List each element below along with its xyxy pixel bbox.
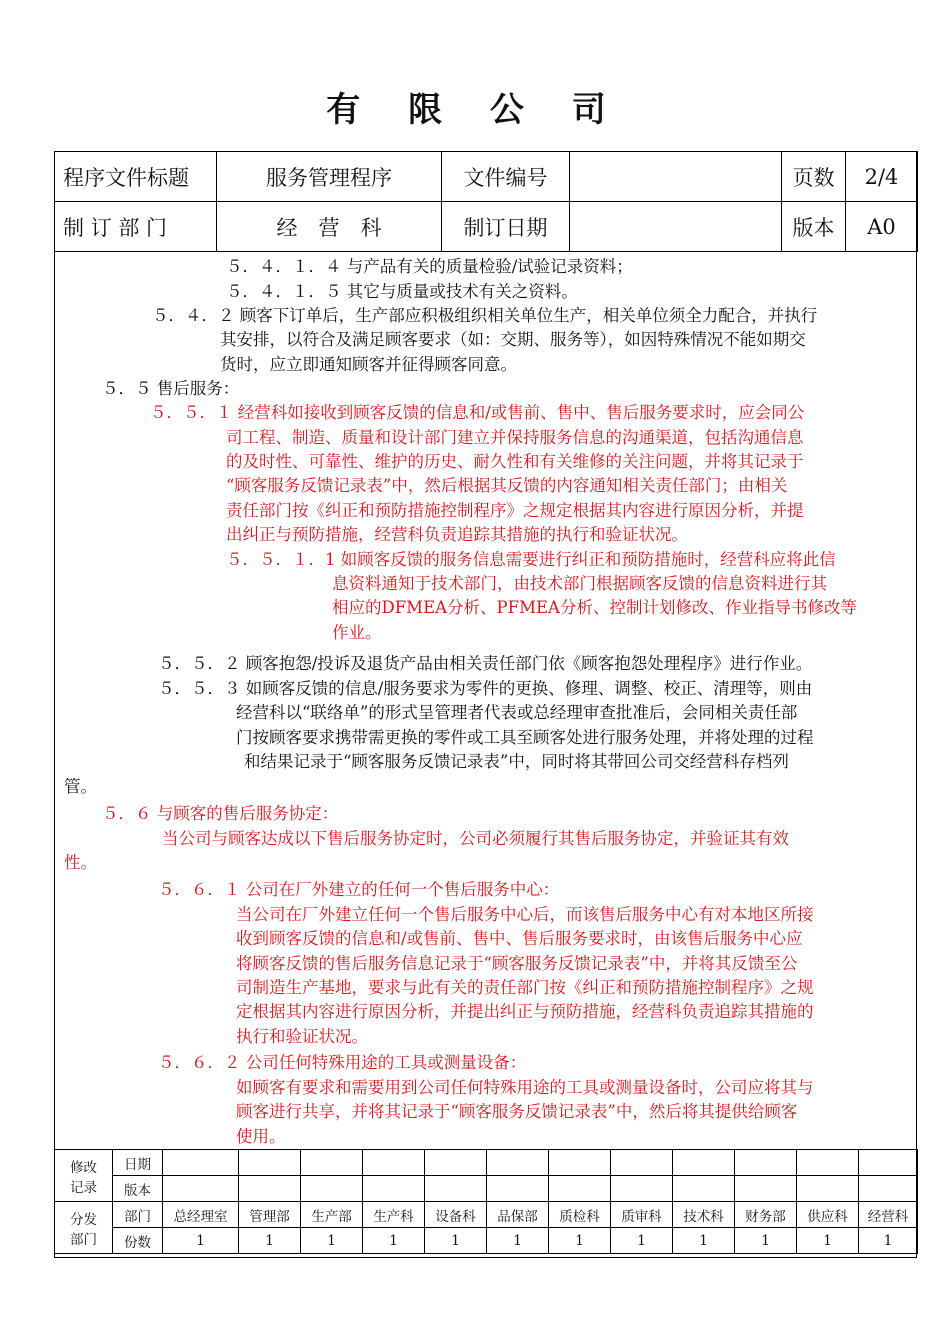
dept-cell: 质检科: [549, 1202, 611, 1228]
title-value: 服务管理程序: [217, 152, 442, 202]
body-line: ５．６．１ 公司在厂外建立的任何一个售后服务中心：: [158, 880, 560, 899]
doc-number-label: 文件编号: [442, 152, 570, 202]
dept-cell: 管理部: [239, 1202, 301, 1228]
copies-cell: 1: [859, 1228, 918, 1254]
dept-cell: 总经理室: [163, 1202, 239, 1228]
body-line: ５．６．２ 公司任何特殊用途的工具或测量设备：: [158, 1053, 527, 1072]
date-label: 制订日期: [442, 202, 570, 252]
date-value: [570, 202, 782, 252]
page-count-label: 页数: [782, 152, 846, 202]
body-line: 出纠正与预防措施，经营科负责追踪其措施的执行和验证状况。: [226, 525, 688, 544]
dept-cell: 质审科: [611, 1202, 673, 1228]
body-line: 和结果记录于“顾客服务反馈记录表”中，同时将其带回公司交经营科存档列: [244, 752, 789, 771]
body-line: 司制造生产基地，要求与此有关的责任部门按《纠正和预防措施控制程序》之规: [236, 978, 814, 997]
dept-cell: 供应科: [797, 1202, 859, 1228]
body-line: 使用。: [236, 1127, 286, 1146]
body-line: 息资料通知于技术部门，由技术部门根据顾客反馈的信息资料进行其: [332, 574, 827, 593]
dept-cell: 生产部: [301, 1202, 363, 1228]
body-line: 经营科以“联络单”的形式呈管理者代表或总经理审查批准后，会同相关责任部: [236, 703, 798, 722]
section-heading: ５．５ 售后服务：: [102, 379, 240, 398]
body-line: 收到顾客反馈的信息和/或售前、售中、售后服务要求时，由该售后服务中心应: [236, 929, 803, 948]
dept-cell: 经营科: [859, 1202, 918, 1228]
body-line: 顾客进行共享，并将其记录于“顾客服务反馈记录表”中，然后将其提供给顾客: [236, 1102, 798, 1121]
version-label: 版本: [782, 202, 846, 252]
body-line: ５．５．２ 顾客抱怨/投诉及退货产品由相关责任部门依《顾客抱怨处理程序》进行作业。: [158, 654, 813, 673]
copies-cell: 1: [673, 1228, 735, 1254]
copies-cell: 1: [735, 1228, 797, 1254]
dept-cell: 设备科: [425, 1202, 487, 1228]
body-line: 作业。: [332, 623, 382, 642]
dept-label: 制 订 部 门: [55, 202, 217, 252]
revision-record-label: 修改 记录: [55, 1150, 113, 1202]
body-line: 门按顾客要求携带需更换的零件或工具至顾客处进行服务处理，并将处理的过程: [236, 728, 814, 747]
header-table: [54, 151, 918, 252]
body-line: 定根据其内容进行原因分析，并提出纠正与预防措施，经营科负责追踪其措施的: [236, 1002, 814, 1021]
body-line: 如顾客有要求和需要用到公司任何特殊用途的工具或测量设备时，公司应将其与: [236, 1078, 814, 1097]
page-count-value: 2/4: [846, 152, 918, 202]
body-line: 执行和验证状况。: [236, 1027, 368, 1046]
body-line: “顾客服务反馈记录表”中，然后根据其反馈的内容通知相关责任部门；由相关: [226, 476, 788, 495]
body-line: 将顾客反馈的售后服务信息记录于“顾客服务反馈记录表”中，并将其反馈至公: [236, 954, 798, 973]
body-line: 的及时性、可靠性、维护的历史、耐久性和有关维修的关注问题，并将其记录于: [226, 452, 804, 471]
copies-row-label: 份数: [113, 1228, 163, 1254]
copies-cell: 1: [363, 1228, 425, 1254]
body-line: ５．５．１．1 如顾客反馈的服务信息需要进行纠正和预防措施时，经营科应将此信: [226, 550, 836, 569]
copies-cell: 1: [239, 1228, 301, 1254]
body-line: ５．４．１．４ 与产品有关的质量检验/试验记录资料；: [226, 257, 633, 276]
body-line: 其安排，以符合及满足顾客要求（如：交期、服务等），如因特殊情况不能如期交: [220, 330, 806, 349]
body-line: 当公司与顾客达成以下售后服务协定时，公司必须履行其售后服务协定，并验证其有效: [162, 829, 789, 848]
dept-cell: 技术科: [673, 1202, 735, 1228]
body-line: 相应的DFMEA分析、PFMEA分析、控制计划修改、作业指导书修改等: [332, 598, 857, 617]
dept-value: 经 营 科: [217, 202, 442, 252]
copies-cell: 1: [611, 1228, 673, 1254]
body-line: 司工程、制造、质量和设计部门建立并保持服务信息的沟通渠道，包括沟通信息: [226, 428, 804, 447]
dept-cell: 财务部: [735, 1202, 797, 1228]
date-row-label: 日期: [113, 1150, 163, 1176]
distribution-table: [54, 1149, 918, 1254]
copies-cell: 1: [487, 1228, 549, 1254]
body-line: 性。: [64, 853, 97, 872]
title-label: 程序文件标题: [55, 152, 217, 202]
copies-cell: 1: [425, 1228, 487, 1254]
body-line: ５．５．３ 如顾客反馈的信息/服务要求为零件的更换、修理、调整、校正、清理等，则由: [158, 679, 813, 698]
body-line: 货时，应立即通知顾客并征得顾客同意。: [220, 355, 517, 374]
version-row-label: 版本: [113, 1176, 163, 1202]
copies-cell: 1: [549, 1228, 611, 1254]
distribution-dept-label: 分发 部门: [55, 1202, 113, 1254]
doc-number-value: [570, 152, 782, 202]
copies-cell: 1: [163, 1228, 239, 1254]
dept-cell: 生产科: [363, 1202, 425, 1228]
copies-cell: 1: [301, 1228, 363, 1254]
dept-row-label: 部门: [113, 1202, 163, 1228]
company-title: 有 限 公 司: [326, 90, 624, 130]
dept-cell: 品保部: [487, 1202, 549, 1228]
section-heading: ５．６ 与顾客的售后服务协定：: [102, 804, 339, 823]
version-value: A0: [846, 202, 918, 252]
body-line: 管。: [64, 777, 97, 796]
copies-cell: 1: [797, 1228, 859, 1254]
body-line: 当公司在厂外建立任何一个售后服务中心后，而该售后服务中心有对本地区所接: [236, 905, 814, 924]
body-line: ５．５．１ 经营科如接收到顾客反馈的信息和/或售前、售中、售后服务要求时，应会同公: [150, 403, 805, 422]
body-line: ５．４．２ 顾客下订单后，生产部应积极组织相关单位生产，相关单位须全力配合，并执行: [152, 306, 818, 325]
body-line: ５．４．１．５ 其它与质量或技术有关之资料。: [226, 282, 578, 301]
body-line: 责任部门按《纠正和预防措施控制程序》之规定根据其内容进行原因分析，并提: [226, 501, 804, 520]
